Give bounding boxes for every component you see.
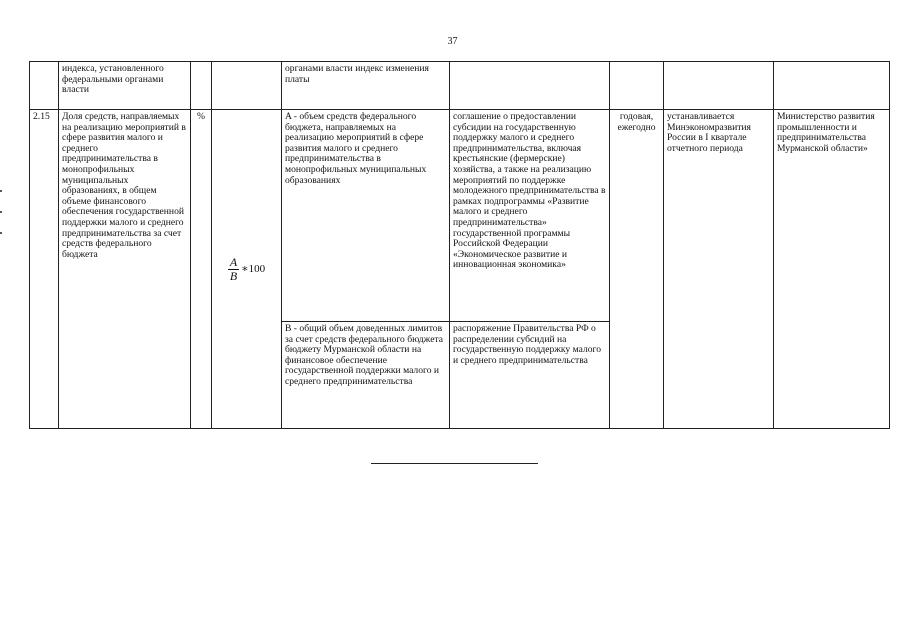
indicators-table	[29, 61, 890, 429]
scan-edge-mark	[0, 190, 2, 192]
cont-cell-name: индекса, установленного федеральными органами власти	[59, 62, 191, 110]
footer-divider	[371, 463, 538, 464]
periodicity: годовая, ежегодно	[610, 110, 664, 429]
cont-cell-source	[450, 62, 610, 110]
formula-numerator: A	[229, 254, 238, 269]
indicator-unit: %	[191, 110, 212, 429]
scan-edge-mark	[0, 232, 2, 234]
target-setting: устанавливается Минэкономразвития России в I квартале отчетного периода	[664, 110, 774, 429]
cont-cell-target	[664, 62, 774, 110]
indicator-row	[30, 110, 890, 322]
component-b: B - общий объем доведенных лимитов за счет средств федерального бюджета бюджету Мурманской области на финансовое обеспечение государственной поддержки малого и среднего предпринимательства	[282, 322, 450, 429]
cont-cell-components: органами власти индекс изменения платы	[282, 62, 450, 110]
cont-cell-responsible	[774, 62, 890, 110]
formula-operator: ∗	[241, 262, 249, 275]
component-a: A - объем средств федерального бюджета, направляемых на реализацию мероприятий в сфере развития малого и среднего предпринимательства в монопрофильных муниципальных образованиях	[282, 110, 450, 322]
formula-multiplier: 100	[248, 262, 266, 275]
formula-denominator: B	[229, 268, 238, 283]
cont-cell-number	[30, 62, 59, 110]
cont-cell-periodicity	[610, 62, 664, 110]
formula	[215, 112, 278, 426]
scan-edge-mark	[0, 211, 2, 213]
indicator-name: Доля средств, направляемых на реализацию мероприятий в сфере развития малого и среднего предпринимательства в монопрофильных муниципальных образованиях, в общем объеме финансового обеспечения государственной поддержки малого и среднего предпринимательства за счет средств федерального бюджета	[59, 110, 191, 429]
source-b: распоряжение Правительства РФ о распределении субсидий на государственную поддержку малого и среднего предпринимательства	[450, 322, 610, 429]
indicator-number: 2.15	[30, 110, 59, 429]
formula-fraction	[228, 256, 239, 283]
continuation-row	[30, 62, 890, 110]
source-a: соглашение о предоставлении субсидии на государственную поддержку малого и среднего предпринимательства, включая крестьянские (фермерские) хозяйства, а также на реализацию мероприятий по поддержке молодежного предпринимательства в рамках подпрограммы «Развитие малого и среднего предпринимательства» государственной программы Российской Федерации «Экономическое развитие и инновационная экономика»	[450, 110, 610, 322]
cont-cell-unit	[191, 62, 212, 110]
responsible-body: Министерство развития промышленности и предпринимательства Мурманской области»	[774, 110, 890, 429]
indicator-formula	[212, 110, 282, 429]
page-number: 37	[447, 36, 458, 47]
cont-cell-formula	[212, 62, 282, 110]
